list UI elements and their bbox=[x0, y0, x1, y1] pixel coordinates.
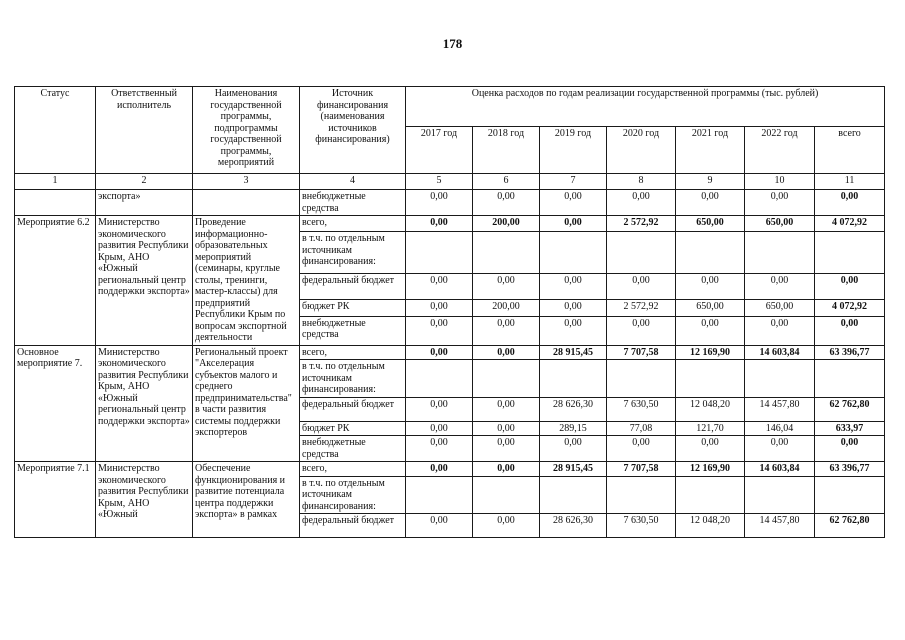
year-value-cell: 0,00 bbox=[406, 436, 473, 462]
year-value-cell: 289,15 bbox=[540, 421, 607, 436]
year-value-cell: 0,00 bbox=[540, 273, 607, 300]
year-value-cell bbox=[676, 476, 745, 514]
year-value-cell bbox=[540, 360, 607, 398]
total-value-cell: 62 762,80 bbox=[815, 397, 885, 421]
year-value-cell: 2 572,92 bbox=[607, 300, 676, 316]
year-value-cell: 77,08 bbox=[607, 421, 676, 436]
year-value-cell bbox=[745, 476, 815, 514]
source-cell: в т.ч. по отдельным источникам финансирования: bbox=[300, 232, 406, 274]
year-value-cell: 0,00 bbox=[406, 316, 473, 345]
total-value-cell: 4 072,92 bbox=[815, 216, 885, 232]
header-source: Источник финансирования (наименования источников финансирования) bbox=[300, 87, 406, 174]
header-year: 2019 год bbox=[540, 127, 607, 174]
total-value-cell: 633,97 bbox=[815, 421, 885, 436]
status-cell: Основное мероприятие 7. bbox=[15, 345, 96, 462]
total-value-cell bbox=[815, 476, 885, 514]
year-value-cell: 0,00 bbox=[406, 397, 473, 421]
column-number: 4 bbox=[300, 174, 406, 190]
year-value-cell: 0,00 bbox=[676, 190, 745, 216]
total-value-cell bbox=[815, 232, 885, 274]
year-value-cell: 0,00 bbox=[406, 300, 473, 316]
column-number: 1 bbox=[15, 174, 96, 190]
year-value-cell: 121,70 bbox=[676, 421, 745, 436]
year-value-cell: 650,00 bbox=[745, 300, 815, 316]
year-value-cell bbox=[406, 476, 473, 514]
year-value-cell bbox=[473, 232, 540, 274]
header-year: 2021 год bbox=[676, 127, 745, 174]
column-number: 5 bbox=[406, 174, 473, 190]
responsible-cell: Министерство экономического развития Республики Крым, АНО «Южный региональный центр поддержки экспорта» bbox=[96, 216, 193, 346]
year-value-cell: 0,00 bbox=[540, 316, 607, 345]
year-value-cell: 12 169,90 bbox=[676, 462, 745, 477]
source-cell: бюджет РК bbox=[300, 421, 406, 436]
year-value-cell: 0,00 bbox=[540, 436, 607, 462]
year-value-cell: 650,00 bbox=[676, 216, 745, 232]
year-value-cell: 28 626,30 bbox=[540, 397, 607, 421]
total-value-cell: 0,00 bbox=[815, 190, 885, 216]
total-value-cell: 0,00 bbox=[815, 316, 885, 345]
year-value-cell: 14 457,80 bbox=[745, 514, 815, 538]
total-value-cell: 0,00 bbox=[815, 273, 885, 300]
year-value-cell: 12 169,90 bbox=[676, 345, 745, 360]
year-value-cell: 0,00 bbox=[473, 397, 540, 421]
column-number: 11 bbox=[815, 174, 885, 190]
year-value-cell: 0,00 bbox=[540, 300, 607, 316]
year-value-cell: 7 707,58 bbox=[607, 462, 676, 477]
year-value-cell bbox=[745, 360, 815, 398]
total-value-cell: 63 396,77 bbox=[815, 345, 885, 360]
column-number: 6 bbox=[473, 174, 540, 190]
year-value-cell: 0,00 bbox=[406, 190, 473, 216]
year-value-cell: 0,00 bbox=[745, 273, 815, 300]
year-value-cell: 0,00 bbox=[473, 436, 540, 462]
year-value-cell bbox=[607, 360, 676, 398]
year-value-cell: 0,00 bbox=[406, 216, 473, 232]
year-value-cell: 650,00 bbox=[745, 216, 815, 232]
year-value-cell: 0,00 bbox=[607, 190, 676, 216]
year-value-cell bbox=[540, 476, 607, 514]
source-cell: в т.ч. по отдельным источникам финансирования: bbox=[300, 360, 406, 398]
column-number: 8 bbox=[607, 174, 676, 190]
header-responsible: Ответственный исполнитель bbox=[96, 87, 193, 174]
header-year: 2020 год bbox=[607, 127, 676, 174]
source-cell: всего, bbox=[300, 345, 406, 360]
header-year: 2017 год bbox=[406, 127, 473, 174]
total-value-cell: 63 396,77 bbox=[815, 462, 885, 477]
total-value-cell bbox=[815, 360, 885, 398]
year-value-cell: 12 048,20 bbox=[676, 397, 745, 421]
year-value-cell: 12 048,20 bbox=[676, 514, 745, 538]
year-value-cell bbox=[676, 360, 745, 398]
responsible-cell: экспорта» bbox=[96, 190, 193, 216]
source-cell: федеральный бюджет bbox=[300, 397, 406, 421]
status-cell: Мероприятие 6.2 bbox=[15, 216, 96, 346]
year-value-cell bbox=[473, 360, 540, 398]
source-cell: внебюджетные средства bbox=[300, 316, 406, 345]
table-row bbox=[15, 190, 885, 216]
year-value-cell: 0,00 bbox=[745, 436, 815, 462]
year-value-cell: 28 915,45 bbox=[540, 462, 607, 477]
year-value-cell: 0,00 bbox=[406, 462, 473, 477]
header-total: всего bbox=[815, 127, 885, 174]
program-name-cell: Проведение информационно-образовательных мероприятий (семинары, круглые столы, тренинги, мастер-классы) для предприятий Республики Крым по вопросам экспортной деятельности bbox=[193, 216, 300, 346]
year-value-cell: 0,00 bbox=[473, 462, 540, 477]
year-value-cell bbox=[540, 232, 607, 274]
year-value-cell: 28 915,45 bbox=[540, 345, 607, 360]
year-value-cell: 0,00 bbox=[540, 190, 607, 216]
year-value-cell: 0,00 bbox=[406, 345, 473, 360]
year-value-cell: 0,00 bbox=[406, 514, 473, 538]
column-number-row bbox=[15, 174, 885, 190]
year-value-cell bbox=[676, 232, 745, 274]
year-value-cell: 0,00 bbox=[745, 190, 815, 216]
year-value-cell: 0,00 bbox=[607, 316, 676, 345]
year-value-cell: 28 626,30 bbox=[540, 514, 607, 538]
year-value-cell: 146,04 bbox=[745, 421, 815, 436]
table-row bbox=[15, 216, 885, 232]
year-value-cell bbox=[406, 232, 473, 274]
header-estimate: Оценка расходов по годам реализации государственной программы (тыс. рублей) bbox=[406, 87, 885, 127]
program-name-cell bbox=[193, 190, 300, 216]
source-cell: бюджет РК bbox=[300, 300, 406, 316]
year-value-cell: 0,00 bbox=[607, 436, 676, 462]
program-name-cell: Обеспечение функционирования и развитие потенциала центра поддержки экспорта» в рамках bbox=[193, 462, 300, 538]
year-value-cell bbox=[406, 360, 473, 398]
year-value-cell: 7 707,58 bbox=[607, 345, 676, 360]
header-year: 2018 год bbox=[473, 127, 540, 174]
program-name-cell: Региональный проект "Акселерация субъектов малого и среднего предпринимательства" в части развития системы поддержки экспортеров bbox=[193, 345, 300, 462]
budget-table bbox=[14, 86, 885, 538]
column-number: 3 bbox=[193, 174, 300, 190]
year-value-cell: 7 630,50 bbox=[607, 514, 676, 538]
year-value-cell bbox=[607, 232, 676, 274]
year-value-cell: 2 572,92 bbox=[607, 216, 676, 232]
source-cell: в т.ч. по отдельным источникам финансирования: bbox=[300, 476, 406, 514]
total-value-cell: 62 762,80 bbox=[815, 514, 885, 538]
year-value-cell: 0,00 bbox=[676, 273, 745, 300]
header-status: Статус bbox=[15, 87, 96, 174]
year-value-cell: 0,00 bbox=[473, 316, 540, 345]
status-cell: Мероприятие 7.1 bbox=[15, 462, 96, 538]
status-cell bbox=[15, 190, 96, 216]
header-program-name: Наименования государственной программы, подпрограммы государственной программы, мероприятий bbox=[193, 87, 300, 174]
year-value-cell: 0,00 bbox=[473, 514, 540, 538]
year-value-cell: 0,00 bbox=[473, 345, 540, 360]
year-value-cell: 14 603,84 bbox=[745, 345, 815, 360]
year-value-cell: 14 603,84 bbox=[745, 462, 815, 477]
source-cell: внебюджетные средства bbox=[300, 190, 406, 216]
responsible-cell: Министерство экономического развития Республики Крым, АНО «Южный bbox=[96, 462, 193, 538]
table-row bbox=[15, 462, 885, 477]
source-cell: федеральный бюджет bbox=[300, 514, 406, 538]
year-value-cell: 0,00 bbox=[473, 190, 540, 216]
year-value-cell bbox=[745, 232, 815, 274]
column-number: 9 bbox=[676, 174, 745, 190]
year-value-cell: 0,00 bbox=[540, 216, 607, 232]
year-value-cell: 14 457,80 bbox=[745, 397, 815, 421]
year-value-cell bbox=[473, 476, 540, 514]
header-year: 2022 год bbox=[745, 127, 815, 174]
year-value-cell: 7 630,50 bbox=[607, 397, 676, 421]
responsible-cell: Министерство экономического развития Республики Крым, АНО «Южный региональный центр поддержки экспорта» bbox=[96, 345, 193, 462]
year-value-cell: 0,00 bbox=[406, 421, 473, 436]
year-value-cell: 0,00 bbox=[473, 273, 540, 300]
total-value-cell: 0,00 bbox=[815, 436, 885, 462]
year-value-cell: 0,00 bbox=[676, 316, 745, 345]
source-cell: всего, bbox=[300, 216, 406, 232]
source-cell: внебюджетные средства bbox=[300, 436, 406, 462]
source-cell: всего, bbox=[300, 462, 406, 477]
year-value-cell: 0,00 bbox=[473, 421, 540, 436]
table-row bbox=[15, 345, 885, 360]
total-value-cell: 4 072,92 bbox=[815, 300, 885, 316]
year-value-cell: 200,00 bbox=[473, 216, 540, 232]
column-number: 7 bbox=[540, 174, 607, 190]
year-value-cell: 200,00 bbox=[473, 300, 540, 316]
year-value-cell bbox=[607, 476, 676, 514]
page-number: 178 bbox=[442, 36, 463, 51]
table-body bbox=[15, 190, 885, 538]
year-value-cell: 0,00 bbox=[607, 273, 676, 300]
year-value-cell: 0,00 bbox=[406, 273, 473, 300]
column-number: 10 bbox=[745, 174, 815, 190]
year-value-cell: 0,00 bbox=[745, 316, 815, 345]
column-number: 2 bbox=[96, 174, 193, 190]
source-cell: федеральный бюджет bbox=[300, 273, 406, 300]
year-value-cell: 650,00 bbox=[676, 300, 745, 316]
year-value-cell: 0,00 bbox=[676, 436, 745, 462]
